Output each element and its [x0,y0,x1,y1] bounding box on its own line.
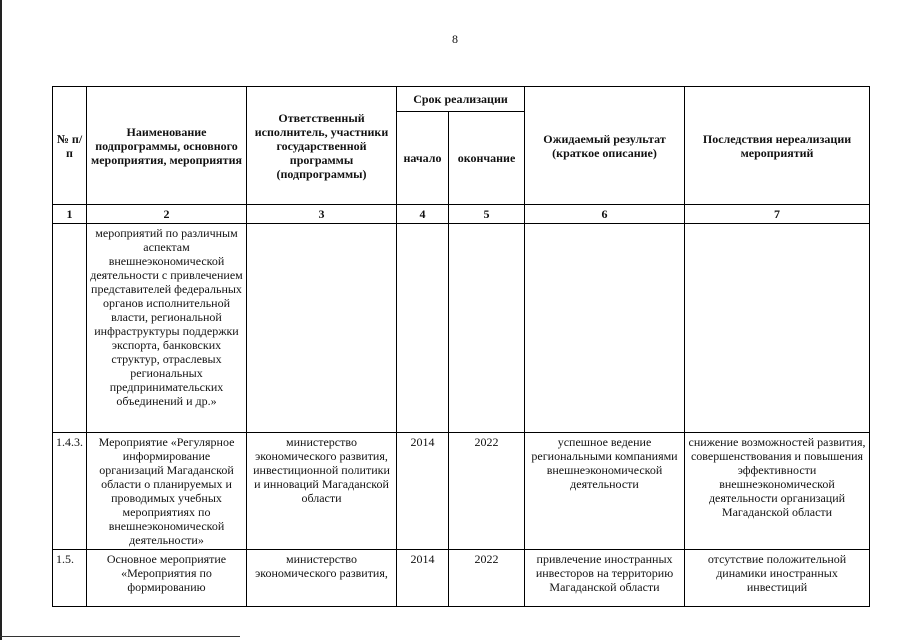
row-executor [247,224,397,433]
header-start: начало [397,112,449,205]
table-row [53,224,870,433]
row-consequences: снижение возможностей развития, совершенствования и повышения эффективности внешнеэкономической деятельности организаций Магаданской области [685,433,870,550]
header-name: Наименование подпрограммы, основного мероприятия, мероприятия [87,87,247,205]
column-numbers-row [53,205,870,224]
column-number: 7 [685,205,870,224]
row-name: Мероприятие «Регулярное информирование организаций Магаданской области о планируемых и проводимых учебных мероприятиях по внешнеэкономической деятельности» [87,433,247,550]
page-number: 8 [452,32,458,46]
row-executor: министерство экономического развития, инвестиционной политики и инноваций Магаданской области [247,433,397,550]
row-name: мероприятий по различным аспектам внешнеэкономической деятельности с привлечением представителей федеральных органов исполнительной власти, региональной инфраструктуры поддержки экспорта, банковских структур, отраслевых региональных предпринимательских объединений и др.» [87,224,247,433]
column-number: 4 [397,205,449,224]
row-consequences [685,224,870,433]
table-row [53,433,870,550]
page-bottom-line [0,636,240,637]
row-result: успешное ведение региональными компаниями внешнеэкономической деятельности [525,433,685,550]
row-result: привлечение иностранных инвесторов на территорию Магаданской области [525,550,685,607]
page-edge-line [0,0,2,640]
column-number: 6 [525,205,685,224]
row-end: 2022 [449,550,525,607]
header-result: Ожидаемый результат (краткое описание) [525,87,685,205]
row-end [449,224,525,433]
column-number: 5 [449,205,525,224]
row-executor: министерство экономического развития, [247,550,397,607]
table-row [53,550,870,607]
row-num [53,224,87,433]
header-executor: Ответственный исполнитель, участники государственной программы (подпрограммы) [247,87,397,205]
header-num: № п/п [53,87,87,205]
column-number: 1 [53,205,87,224]
column-number: 3 [247,205,397,224]
row-result [525,224,685,433]
row-consequences: отсутствие положительной динамики иностранных инвестиций [685,550,870,607]
column-number: 2 [87,205,247,224]
row-start [397,224,449,433]
row-num: 1.5. [53,550,87,607]
row-start: 2014 [397,433,449,550]
header-consequences: Последствия нереализации мероприятий [685,87,870,205]
row-num: 1.4.3. [53,433,87,550]
measures-table [52,86,870,607]
row-name: Основное мероприятие «Мероприятия по формированию [87,550,247,607]
header-end: окончание [449,112,525,205]
row-end: 2022 [449,433,525,550]
header-term: Срок реализации [397,87,525,112]
row-start: 2014 [397,550,449,607]
